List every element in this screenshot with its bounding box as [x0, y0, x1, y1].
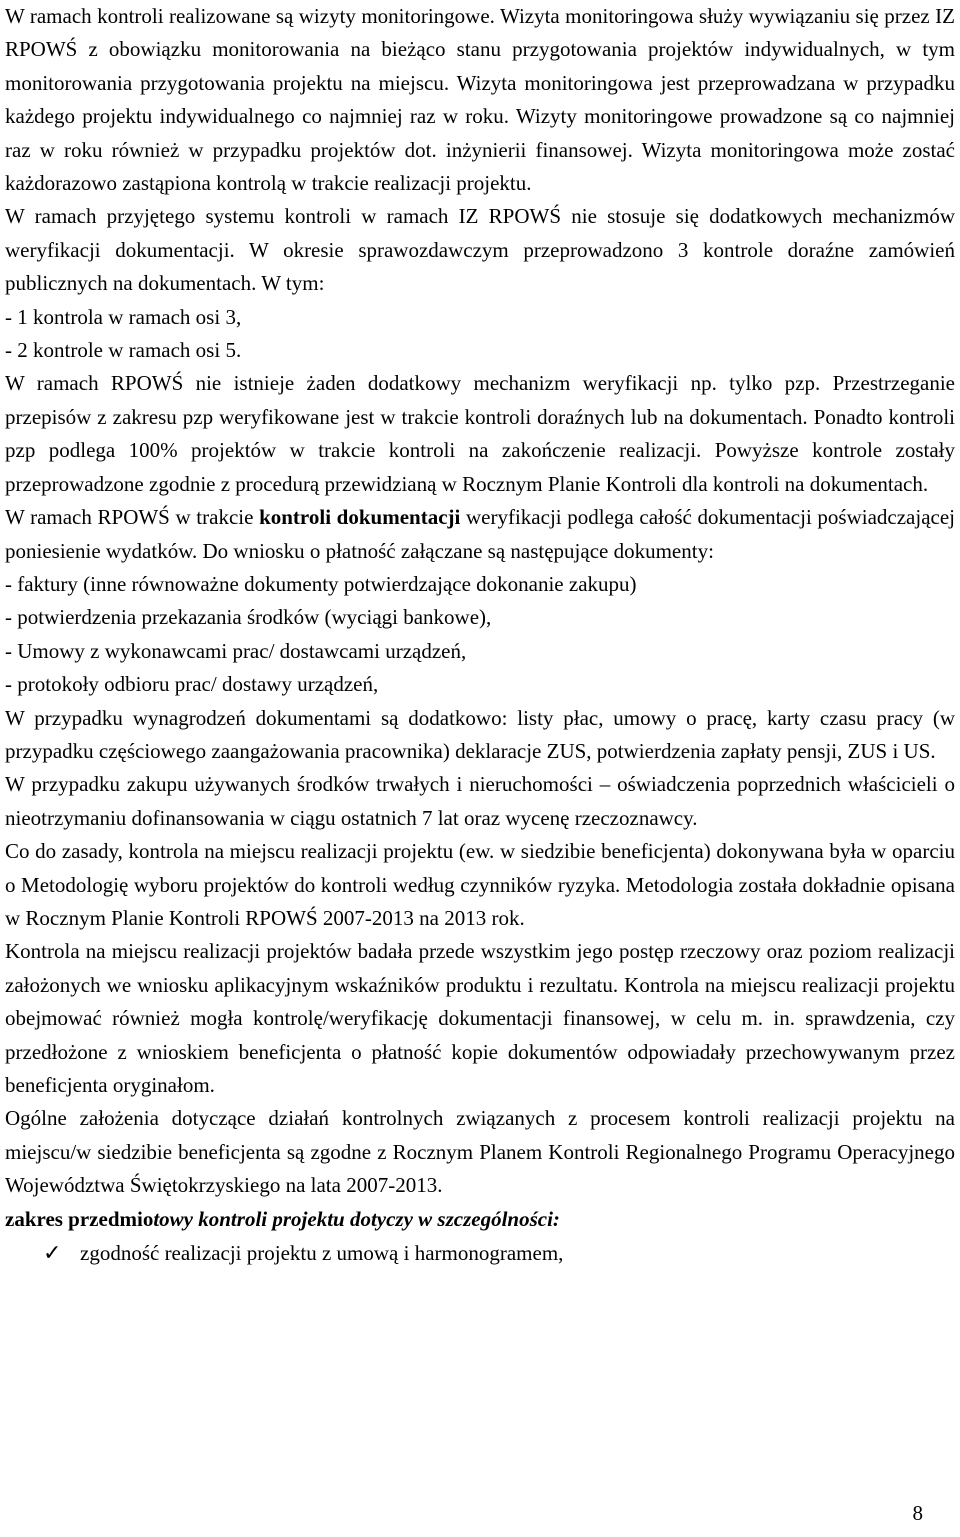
list-item: - protokoły odbioru prac/ dostawy urządzeń,	[5, 672, 379, 697]
paragraph-monitoring-visits: W ramach kontroli realizowane są wizyty monitoringowe. Wizyta monitoringowa służy wywiązaniu się przez IZ RPOWŚ z obowiązku monitorowania na bieżąco stanu przygotowania projektów indywidualnych, w tym monitorowania przygotowania projektu na miejscu. Wizyta monitoringowa jest przeprowadzana w przypadku każdego projektu indywidualnego co najmniej raz w roku. Wizyty monitoringowe prowadzone są co najmniej raz w roku również w przypadku projektów dot. inżynierii finansowej. Wizyta monitoringowa może zostać każdorazowo zastąpiona kontrolą w trakcie realizacji projektu.	[5, 4, 955, 196]
paragraph-used-assets: W przypadku zakupu używanych środków trwałych i nieruchomości – oświadczenia poprzednich właścicieli o nieotrzymaniu dofinansowania w ciągu ostatnich 7 lat oraz wycenę rzeczoznawcy.	[5, 772, 955, 830]
paragraph-document-control	[5, 501, 955, 568]
list-item: - 2 kontrole w ramach osi 5.	[5, 338, 242, 363]
document-page	[5, 0, 955, 1270]
bold-term: kontroli dokumentacji	[259, 505, 461, 530]
scope-heading-bold: zakres przedmio	[5, 1206, 154, 1231]
page-number: 8	[912, 1501, 923, 1525]
paragraph-onsite-methodology: Co do zasady, kontrola na miejscu realizacji projektu (ew. w siedzibie beneficjenta) dokonywana była w oparciu o Metodologię wyboru projektów do kontroli według czynników ryzyka. Metodologia została dokładnie opisana w Rocznym Planie Kontroli RPOWŚ 2007-2013 na 2013 rok.	[5, 839, 955, 930]
paragraph-onsite-scope: Kontrola na miejscu realizacji projektów badała przede wszystkim jego postęp rzeczowy oraz poziom realizacji założonych we wniosku aplikacyjnym wskaźników produktu i rezultatu. Kontrola na miejscu realizacji projektu obejmować również mogła kontrolę/weryfikację dokumentacji finansowej, w celu m. in. sprawdzenia, czy przedłożone z wnioskiem beneficjenta o płatność kopie dokumentów odpowiadały przechowywanym przez beneficjenta oryginałom.	[5, 939, 955, 1097]
text-segment: W ramach RPOWŚ w trakcie	[5, 505, 260, 530]
paragraph-general-assumptions: Ogólne założenia dotyczące działań kontrolnych związanych z procesem kontroli realizacji projektu na miejscu/w siedzibie beneficjenta są zgodne z Rocznym Planem Kontroli Regionalnego Programu Operacyjnego Województwa Świętokrzyskiego na lata 2007-2013.	[5, 1106, 955, 1198]
list-item: - faktury (inne równoważne dokumenty potwierdzające dokonanie zakupu)	[5, 571, 637, 596]
list-item: - Umowy z wykonawcami prac/ dostawcami urządzeń,	[5, 638, 467, 663]
scope-heading	[5, 1203, 955, 1236]
check-mark-icon: ✓	[43, 1241, 62, 1267]
checklist-item	[5, 1237, 955, 1270]
list-item: - potwierdzenia przekazania środków (wyciągi bankowe),	[5, 605, 492, 630]
paragraph-pzp-verification: W ramach RPOWŚ nie istnieje żaden dodatkowy mechanizm weryfikacji np. tylko pzp. Przestrzeganie przepisów z zakresu pzp weryfikowane jest w trakcie kontroli doraźnych lub na dokumentach. Ponadto kontroli pzp podlega 100% projektów w trakcie kontroli na zakończenie realizacji. Powyższe kontrole zostały przeprowadzone zgodnie z procedurą przewidzianą w Rocznym Planie Kontroli dla kontroli na dokumentach.	[5, 371, 955, 496]
paragraph-control-system: W ramach przyjętego systemu kontroli w ramach IZ RPOWŚ nie stosuje się dodatkowych mechanizmów weryfikacji dokumentacji. W okresie sprawozdawczym przeprowadzono 3 kontrole doraźne zamówień publicznych na dokumentach. W tym:	[5, 204, 955, 296]
paragraph-salary-documents: W przypadku wynagrodzeń dokumentami są dodatkowo: listy płac, umowy o pracę, karty czasu pracy (w przypadku częściowego zaangażowania pracownika) deklaracje ZUS, potwierdzenia zapłaty pensji, ZUS i US.	[5, 705, 955, 763]
list-item: - 1 kontrola w ramach osi 3,	[5, 304, 242, 329]
checklist-item-text: zgodność realizacji projektu z umową i harmonogramem,	[80, 1241, 564, 1266]
scope-heading-bold-italic: towy kontroli projektu dotyczy w szczególności:	[153, 1206, 560, 1231]
text-segment: weryfikacji podlega całość dokumentacji poświadczającej poniesienie wydatków. Do wniosku o płatność załączane są następujące dokumenty:	[5, 505, 956, 563]
